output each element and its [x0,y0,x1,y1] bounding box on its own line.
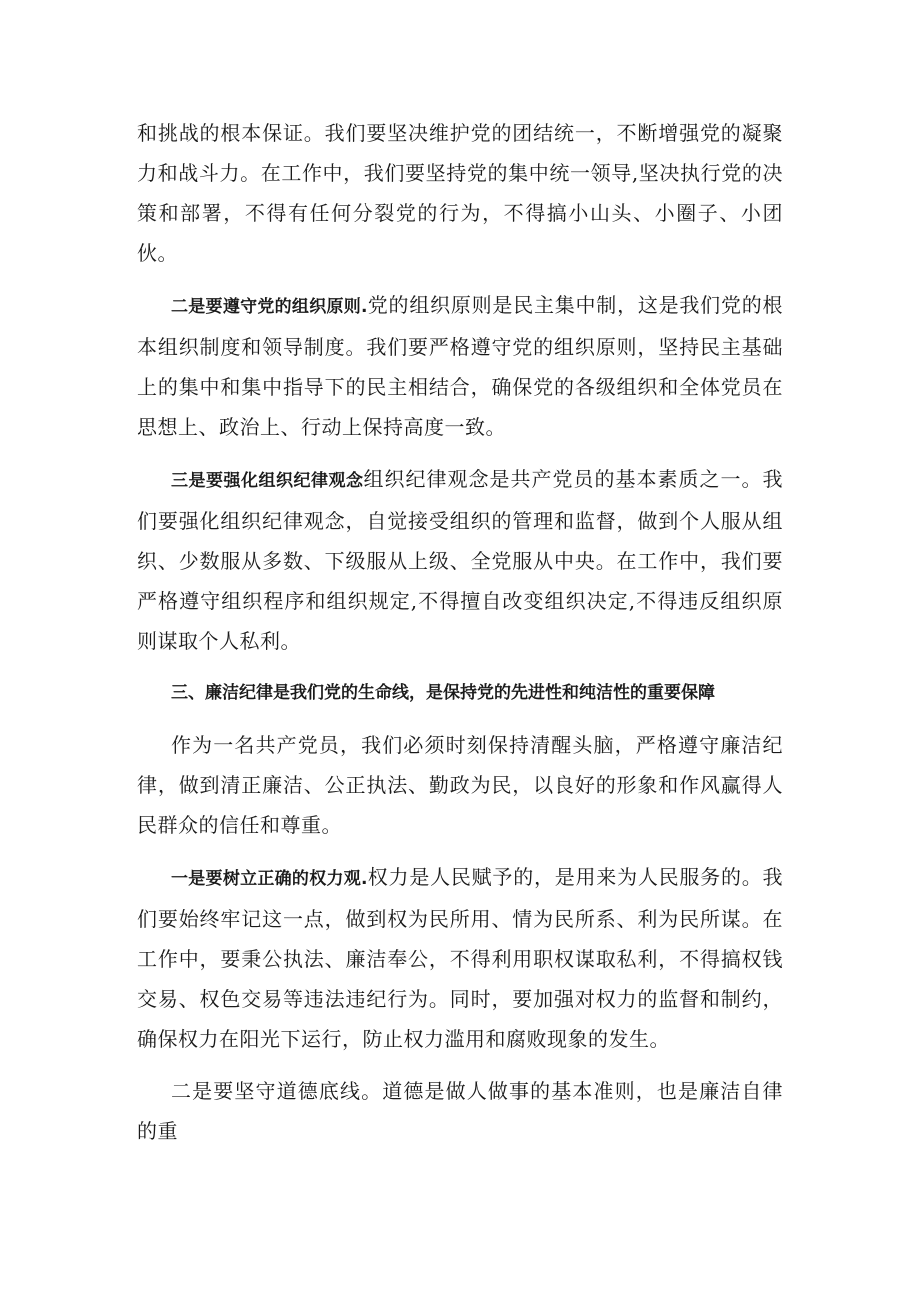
section-heading: 三、廉洁纪律是我们党的生命线，是保持党的先进性和纯洁性的重要保障 [171,683,715,703]
paragraph-text: 和挑战的根本保证。我们要坚决维护党的团结统一，不断增强党的凝聚力和战斗力。在工作中，我们要坚持党的集中统一领导,坚决执行党的决策和部署，不得有任何分裂党的行为，不得搞小山头、小圈子、小团伙。 [137,121,783,265]
document-body [137,113,783,1163]
paragraph-text: 权力是人民赋予的，是用来为人民服务的。我们要始终牢记这一点，做到权为民所用、情为民所系、利为民所谋。在工作中，要秉公执法、廉洁奉公，不得利用职权谋取私利，不得搞权钱交易、权色交易等违法违纪行为。同时，要加强对权力的监督和制约，确保权力在阳光下运行，防止权力滥用和腐败现象的发生。 [137,865,784,1051]
paragraph-lead: 三是要强化组织纪律观念 [171,471,364,491]
paragraph-text: 组织纪律观念是共产党员的基本素质之一。我们要强化组织纪律观念，自觉接受组织的管理和监督，做到个人服从组织、少数服从多数、下级服从上级、全党服从中央。在工作中，我们要严格遵守组织程序和组织规定,不得擅自改变组织决定,不得违反组织原则谋取个人私利。 [137,467,783,653]
paragraph-power-view [137,857,783,1059]
paragraph-organization-principle [137,285,783,447]
paragraph-lead: 二是要遵守党的组织原则. [171,297,368,317]
paragraph-integrity-intro [137,725,783,845]
paragraph-text: 作为一名共产党员，我们必须时刻保持清醒头脑，严格遵守廉洁纪律，做到清正廉洁、公正执法、勤政为民，以良好的形象和作风赢得人民群众的信任和尊重。 [137,733,783,837]
paragraph-moral-bottom-line [137,1071,783,1151]
paragraph-lead: 一是要树立正确的权力观. [171,869,368,889]
paragraph-continuation [137,113,783,273]
paragraph-discipline-concept [137,459,783,661]
paragraph-text: 二是要坚守道德底线。道德是做人做事的基本准则，也是廉洁自律的重 [137,1079,783,1143]
paragraph-text: 党的组织原则是民主集中制，这是我们党的根本组织制度和领导制度。我们要严格遵守党的组织原则，坚持民主基础上的集中和集中指导下的民主相结合，确保党的各级组织和全体党员在思想上、政治上、行动上保持高度一致。 [137,293,784,439]
